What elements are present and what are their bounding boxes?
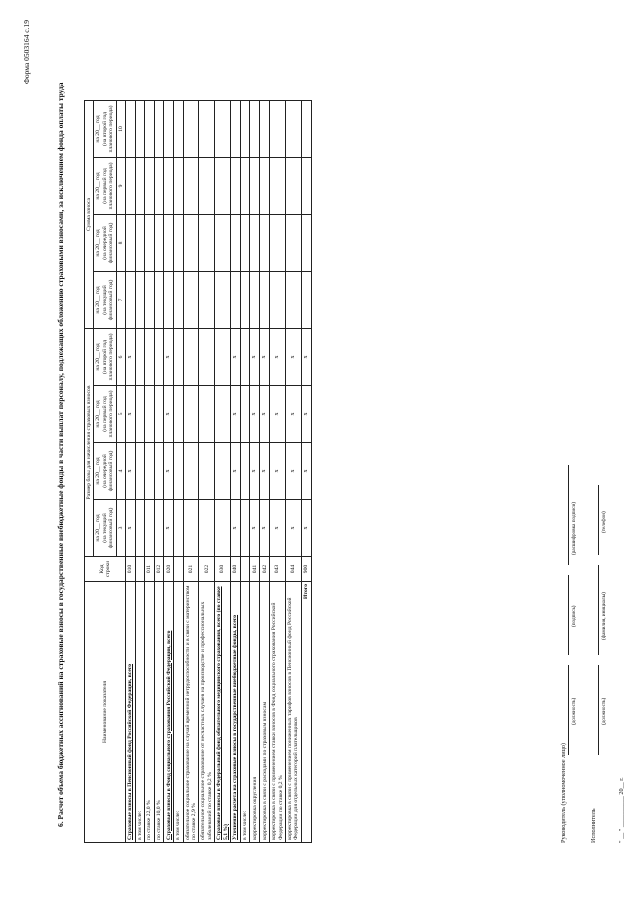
row-code — [174, 557, 183, 582]
row-value-cell — [145, 329, 154, 386]
total-label: Итого — [301, 582, 311, 843]
row-value-cell — [260, 158, 270, 215]
section-title: 6. Расчет объема бюджетных ассигнований на страховые взносы в государственные внебюджетные фонды в части выплат персоналу, подлежащих обложению страховыми взносами, за исключением фонда оплаты труда — [56, 82, 65, 827]
exec-phone-caption: (телефон) — [601, 511, 607, 533]
row-value-cell — [145, 386, 154, 443]
row-code: 011 — [145, 557, 154, 582]
row-value-cell: x — [260, 500, 270, 557]
row-value-cell — [145, 101, 154, 158]
row-value-cell — [174, 386, 183, 443]
row-name: обязательное социальное страхование от несчастных случаев на производстве и профессиональных заболеваний по ставке 0,2 % — [199, 582, 215, 843]
row-code: 021 — [183, 557, 199, 582]
row-value-cell — [199, 158, 215, 215]
row-name: по ставке 22,0 % — [145, 582, 154, 843]
row-value-cell: x — [126, 329, 136, 386]
row-value-cell — [183, 500, 199, 557]
table-row — [250, 101, 260, 843]
row-value-cell — [145, 443, 154, 500]
row-value-cell — [241, 500, 250, 557]
row-value-cell: x — [286, 500, 302, 557]
row-name: в том числе: — [136, 582, 145, 843]
row-value-cell: x — [286, 329, 302, 386]
sum-second-header: на 20__ год (на второй год планового периода) — [94, 101, 116, 158]
row-value-cell — [270, 272, 286, 329]
sum-group-header: Сумма взноса — [85, 101, 94, 329]
row-value-cell — [231, 272, 241, 329]
row-value-cell — [270, 158, 286, 215]
head-position-line — [568, 665, 569, 755]
base-next-header: на 20__ год (на очередной финансовый год) — [94, 443, 116, 500]
row-value-cell — [174, 443, 183, 500]
row-value-cell — [215, 272, 231, 329]
row-name: корректировка в связи с расходами по страховым взносам — [260, 582, 270, 843]
row-code: 030 — [215, 557, 231, 582]
row-name: Уточнение расчета на страховые взносы в государственные внебюджетные фонды, всего — [231, 582, 241, 843]
row-value-cell — [286, 215, 302, 272]
row-value-cell — [250, 215, 260, 272]
table-row — [231, 101, 241, 843]
col-number: 5 — [116, 386, 125, 443]
row-value-cell: x — [260, 443, 270, 500]
col-number: 6 — [116, 329, 125, 386]
row-value-cell: x — [231, 500, 241, 557]
col-number: 4 — [116, 443, 125, 500]
row-value-cell — [231, 215, 241, 272]
row-value-cell: x — [301, 443, 311, 500]
row-value-cell — [199, 272, 215, 329]
row-value-cell — [241, 329, 250, 386]
row-value-cell — [301, 215, 311, 272]
total-row — [301, 101, 311, 843]
row-value-cell — [241, 158, 250, 215]
row-value-cell — [301, 272, 311, 329]
row-value-cell — [136, 443, 145, 500]
row-name: Страховые взносы в Фонд социального страхования Российской Федерации, всего — [164, 582, 174, 843]
row-value-cell — [199, 101, 215, 158]
row-value-cell — [241, 272, 250, 329]
row-value-cell — [250, 272, 260, 329]
row-value-cell — [136, 158, 145, 215]
col-number: 9 — [116, 158, 125, 215]
row-value-cell: x — [270, 386, 286, 443]
row-name: корректировка в связи с применением ставки взносов в Фонд социального страхования Российской Федерации по ставке 0,2 % — [270, 582, 286, 843]
row-value-cell — [154, 329, 163, 386]
table-row — [164, 101, 174, 843]
row-name: в том числе: — [174, 582, 183, 843]
table-row — [126, 101, 136, 843]
row-value-cell — [183, 386, 199, 443]
head-position-caption: (должность) — [571, 697, 577, 725]
row-value-cell — [136, 500, 145, 557]
date-line: " __ " __________ 20__ г. — [618, 777, 625, 843]
row-value-cell: x — [286, 443, 302, 500]
row-code: 010 — [126, 557, 136, 582]
row-value-cell: x — [301, 500, 311, 557]
row-value-cell — [174, 158, 183, 215]
row-value-cell — [154, 158, 163, 215]
col-name-header: Наименование показателя — [85, 582, 126, 843]
row-value-cell: x — [270, 443, 286, 500]
head-signature-line — [568, 575, 569, 655]
row-value-cell — [199, 386, 215, 443]
row-value-cell — [260, 272, 270, 329]
table-row — [145, 101, 154, 843]
row-code — [136, 557, 145, 582]
base-group-header: Размер базы для начисления страховых взносов — [85, 329, 94, 557]
row-value-cell: x — [270, 329, 286, 386]
row-value-cell — [183, 101, 199, 158]
row-value-cell — [174, 215, 183, 272]
row-value-cell — [183, 443, 199, 500]
row-value-cell: x — [286, 386, 302, 443]
row-value-cell — [183, 272, 199, 329]
base-second-header: на 20__ год (на второй год планового периода) — [94, 329, 116, 386]
row-value-cell: x — [260, 386, 270, 443]
row-value-cell — [154, 215, 163, 272]
row-value-cell: x — [250, 329, 260, 386]
row-value-cell — [136, 215, 145, 272]
row-value-cell: x — [250, 443, 260, 500]
row-code: 044 — [286, 557, 302, 582]
row-value-cell — [250, 158, 260, 215]
assignment-table — [84, 100, 312, 843]
row-value-cell — [215, 215, 231, 272]
row-value-cell — [145, 158, 154, 215]
head-signature-caption: (подпись) — [571, 605, 577, 627]
row-value-cell — [270, 215, 286, 272]
row-value-cell — [145, 215, 154, 272]
row-value-cell: x — [250, 500, 260, 557]
row-value-cell — [270, 101, 286, 158]
row-value-cell — [286, 101, 302, 158]
row-value-cell: x — [250, 386, 260, 443]
table-row — [215, 101, 231, 843]
exec-label: Исполнитель — [590, 808, 597, 843]
table-row — [136, 101, 145, 843]
row-value-cell — [183, 158, 199, 215]
row-name: Страховые взносы в Пенсионный фонд Российской Федерации, всего — [126, 582, 136, 843]
row-value-cell — [241, 443, 250, 500]
row-value-cell: x — [164, 386, 174, 443]
row-value-cell: x — [231, 443, 241, 500]
row-value-cell — [136, 329, 145, 386]
row-value-cell — [215, 101, 231, 158]
row-value-cell — [250, 101, 260, 158]
row-value-cell — [174, 101, 183, 158]
row-value-cell: x — [231, 386, 241, 443]
row-value-cell: x — [164, 443, 174, 500]
row-value-cell: x — [164, 500, 174, 557]
row-value-cell — [260, 215, 270, 272]
row-value-cell — [154, 443, 163, 500]
row-value-cell — [301, 158, 311, 215]
row-code: 020 — [164, 557, 174, 582]
head-decoding-caption: (расшифровка подписи) — [571, 502, 577, 555]
row-value-cell — [286, 158, 302, 215]
form-number: Форма 0503164 с.19 — [22, 20, 31, 85]
col-number: 3 — [116, 500, 125, 557]
row-value-cell — [286, 272, 302, 329]
table-row — [260, 101, 270, 843]
head-decoding-line — [568, 465, 569, 565]
exec-phone-line — [598, 485, 599, 555]
row-value-cell — [174, 500, 183, 557]
col-number: 7 — [116, 272, 125, 329]
row-value-cell — [136, 272, 145, 329]
row-value-cell — [164, 215, 174, 272]
row-name: корректировка округления — [250, 582, 260, 843]
row-code — [241, 557, 250, 582]
row-value-cell — [136, 101, 145, 158]
row-value-cell: x — [301, 329, 311, 386]
table-row — [241, 101, 250, 843]
row-name: Страховые взносы в Федеральный фонд обязательного медицинского страхования, всего (по ставке 5,1 %) — [215, 582, 231, 843]
row-code: 022 — [199, 557, 215, 582]
row-value-cell — [174, 329, 183, 386]
row-code: 900 — [301, 557, 311, 582]
row-value-cell: x — [231, 329, 241, 386]
row-value-cell — [154, 500, 163, 557]
row-value-cell — [241, 215, 250, 272]
row-name: в том числе: — [241, 582, 250, 843]
base-first-header: на 20__ год (на первый год планового периода) — [94, 386, 116, 443]
row-value-cell: x — [164, 329, 174, 386]
row-value-cell — [174, 272, 183, 329]
row-value-cell — [215, 386, 231, 443]
row-value-cell — [164, 272, 174, 329]
row-value-cell — [154, 386, 163, 443]
exec-initials-caption: (фамилия, инициалы) — [601, 592, 607, 640]
row-name: корректировка в связи с применением пониженных тарифов взносов в Пенсионный фонд Российской Федерации для отдельных категорий плательщиков — [286, 582, 302, 843]
row-value-cell — [199, 500, 215, 557]
row-code: 012 — [154, 557, 163, 582]
sum-current-header: на 20__ год (на текущий финансовый год) — [94, 272, 116, 329]
table-body — [126, 101, 312, 843]
row-value-cell — [136, 386, 145, 443]
row-value-cell: x — [126, 443, 136, 500]
row-code: 041 — [250, 557, 260, 582]
row-value-cell: x — [126, 386, 136, 443]
row-value-cell — [301, 101, 311, 158]
row-value-cell — [215, 158, 231, 215]
row-name: по ставке 10,0 % — [154, 582, 163, 843]
row-code: 042 — [260, 557, 270, 582]
row-value-cell — [215, 500, 231, 557]
row-value-cell — [215, 443, 231, 500]
row-value-cell — [241, 386, 250, 443]
row-value-cell — [164, 101, 174, 158]
sum-first-header: на 20__ год (на первый год планового периода) — [94, 158, 116, 215]
table-row — [174, 101, 183, 843]
col-code-header: Код строки — [85, 557, 126, 582]
row-value-cell: x — [260, 329, 270, 386]
row-name: обязательное социальное страхование на случай временной нетрудоспособности и в связи с материнством по ставке 2,9 % — [183, 582, 199, 843]
table-row — [154, 101, 163, 843]
row-value-cell — [183, 215, 199, 272]
header-row-1 — [85, 101, 94, 843]
row-value-cell — [199, 215, 215, 272]
row-value-cell — [199, 329, 215, 386]
row-value-cell — [126, 101, 136, 158]
row-value-cell — [145, 500, 154, 557]
exec-position-line — [598, 665, 599, 755]
row-value-cell — [126, 158, 136, 215]
table-row — [199, 101, 215, 843]
row-value-cell: x — [270, 500, 286, 557]
row-value-cell — [154, 272, 163, 329]
row-value-cell — [260, 101, 270, 158]
row-value-cell — [145, 272, 154, 329]
row-value-cell — [231, 158, 241, 215]
table-row — [286, 101, 302, 843]
row-value-cell — [164, 158, 174, 215]
exec-position-caption: (должность) — [601, 697, 607, 725]
base-current-header: на 20__ год (на текущий финансовый год) — [94, 500, 116, 557]
table-row — [183, 101, 199, 843]
row-value-cell: x — [126, 500, 136, 557]
row-value-cell — [241, 101, 250, 158]
col-number: 8 — [116, 215, 125, 272]
row-value-cell — [183, 329, 199, 386]
row-value-cell — [231, 101, 241, 158]
row-value-cell — [199, 443, 215, 500]
col-number: 10 — [116, 101, 125, 158]
head-label: Руководитель (уполномоченное лицо) — [560, 743, 567, 843]
sum-next-header: на 20__ год (на очередной финансовый год) — [94, 215, 116, 272]
exec-initials-line — [598, 565, 599, 655]
row-value-cell — [154, 101, 163, 158]
row-code: 043 — [270, 557, 286, 582]
row-value-cell — [126, 215, 136, 272]
table-row — [270, 101, 286, 843]
row-value-cell — [215, 329, 231, 386]
row-value-cell: x — [301, 386, 311, 443]
row-value-cell — [126, 272, 136, 329]
row-code: 040 — [231, 557, 241, 582]
